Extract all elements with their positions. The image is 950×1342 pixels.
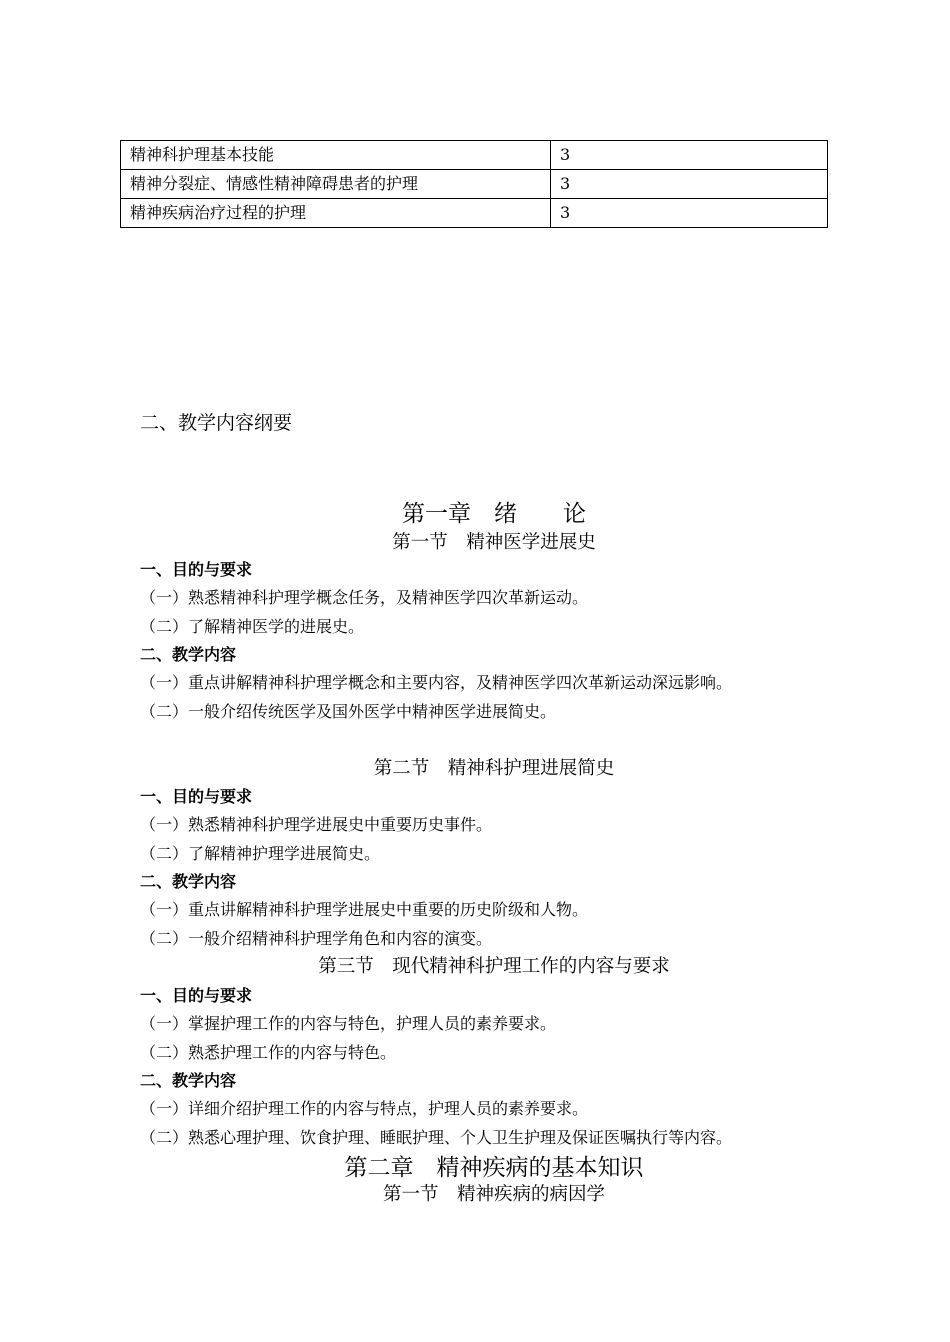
goal-item: （一）熟悉精神科护理学概念任务，及精神医学四次革新运动。 xyxy=(140,588,589,607)
table-cell-topic: 精神疾病治疗过程的护理 xyxy=(121,199,551,228)
chapter-1-section-1-title: 第一节 精神医学进展史 xyxy=(392,532,596,553)
chapter-2-section-1-title: 第一节 精神疾病的病因学 xyxy=(382,1184,605,1205)
table-cell-hours: 3 xyxy=(551,141,828,170)
goal-heading: 一、目的与要求 xyxy=(140,560,253,579)
table-cell-hours: 3 xyxy=(551,199,828,228)
content-item: （一）重点讲解精神科护理学概念和主要内容，及精神医学四次革新运动深远影响。 xyxy=(140,673,733,692)
content-heading: 二、教学内容 xyxy=(140,872,237,891)
goal-item: （二）熟悉护理工作的内容与特色。 xyxy=(140,1043,397,1062)
content-item: （二）熟悉心理护理、饮食护理、睡眠护理、个人卫生护理及保证医嘱执行等内容。 xyxy=(140,1128,733,1147)
content-item: （一）重点讲解精神科护理学进展史中重要的历史阶级和人物。 xyxy=(140,900,589,919)
goal-item: （二）了解精神护理学进展简史。 xyxy=(140,844,381,863)
goal-item: （二）了解精神医学的进展史。 xyxy=(140,617,365,636)
content-heading: 二、教学内容 xyxy=(140,1071,237,1090)
chapter-1-section-3-title: 第三节 现代精神科护理工作的内容与要求 xyxy=(318,956,670,977)
chapter-2-title: 第二章 精神疾病的基本知识 xyxy=(344,1155,644,1181)
goal-heading: 一、目的与要求 xyxy=(140,986,253,1005)
table-cell-hours: 3 xyxy=(551,170,828,199)
table-cell-topic: 精神分裂症、情感性精神障碍患者的护理 xyxy=(121,170,551,199)
goal-item: （一）熟悉精神科护理学进展史中重要历史事件。 xyxy=(140,815,493,834)
chapter-1-title: 第一章 绪 论 xyxy=(402,501,586,527)
table-cell-topic: 精神科护理基本技能 xyxy=(121,141,551,170)
table-row xyxy=(121,199,828,228)
course-hours-table xyxy=(120,140,828,228)
goal-heading: 一、目的与要求 xyxy=(140,787,253,806)
content-item: （二）一般介绍传统医学及国外医学中精神医学进展简史。 xyxy=(140,702,557,721)
outline-heading: 二、教学内容纲要 xyxy=(140,412,293,434)
goal-item: （一）掌握护理工作的内容与特色，护理人员的素养要求。 xyxy=(140,1014,557,1033)
table-row xyxy=(121,170,828,199)
content-item: （一）详细介绍护理工作的内容与特点，护理人员的素养要求。 xyxy=(140,1099,589,1118)
content-item: （二）一般介绍精神科护理学角色和内容的演变。 xyxy=(140,929,493,948)
table-row xyxy=(121,141,828,170)
content-heading: 二、教学内容 xyxy=(140,645,237,664)
chapter-1-section-2-title: 第二节 精神科护理进展简史 xyxy=(373,758,615,779)
